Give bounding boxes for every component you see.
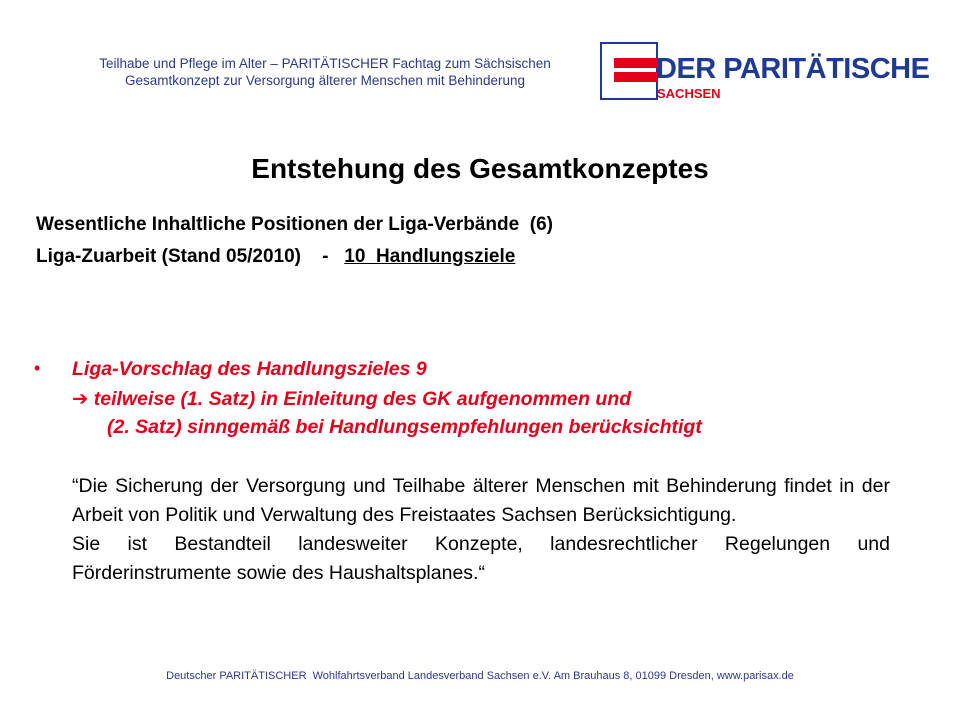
logo-region: SACHSEN	[657, 86, 721, 101]
bullet-line-3: (2. Satz) sinngemäß bei Handlungsempfehlungen berücksichtigt	[107, 416, 702, 438]
slide-title: Entstehung des Gesamtkonzeptes	[251, 153, 709, 184]
bullet-line-2: ➔ teilweise (1. Satz) in Einleitung des GK aufgenommen und	[72, 388, 632, 410]
bullet-line-1: Liga-Vorschlag des Handlungszieles 9	[72, 358, 427, 380]
paritaetische-logo	[600, 42, 930, 102]
subtitle-zuarbeit	[36, 246, 515, 268]
quote-sentence-2: Sie ist Bestandteil landesweiter Konzepte, landesrechtlicher Regelungen und Förderinstrumente sowie des Haushaltsplanes.“	[72, 533, 890, 584]
subtitle-positions: Wesentliche Inhaltliche Positionen der Liga-Verbände (6)	[36, 214, 553, 235]
logo-bar-icon	[614, 58, 658, 68]
logo-bar-icon	[614, 72, 658, 82]
logo-name: DER PARITÄTISCHE	[656, 53, 930, 85]
handlungsziele-count: 10 Handlungsziele	[344, 246, 516, 267]
logo-frame-icon	[600, 42, 658, 100]
quote-block	[72, 472, 890, 588]
header-line-2: Gesamtkonzept zur Versorgung älterer Menschen mit Behinderung	[125, 73, 525, 88]
header-line-1: Teilhabe und Pflege im Alter – PARITÄTISCHER Fachtag zum Sächsischen	[99, 56, 551, 71]
bullet-icon: •	[34, 358, 41, 378]
quote-sentence-1: “Die Sicherung der Versorgung und Teilhabe älterer Menschen mit Behinderung findet in der Arbeit von Politik und Verwaltung des Freistaates Sachsen Berücksichtigung.	[72, 475, 890, 526]
header-text	[60, 55, 590, 89]
subtitle-zuarbeit-prefix: Liga-Zuarbeit (Stand 05/2010) -	[36, 246, 345, 267]
footer-address: Deutscher PARITÄTISCHER Wohlfahrtsverband Landesverband Sachsen e.V. Am Brauhaus 8, 01099 Dresden, www.parisax.de	[166, 670, 794, 682]
